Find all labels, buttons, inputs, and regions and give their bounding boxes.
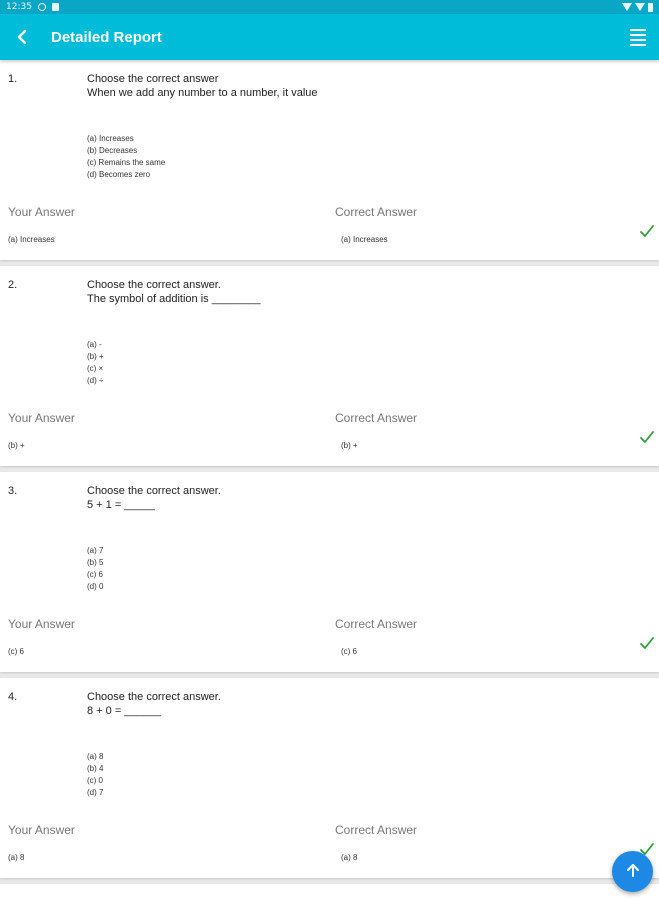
your-answer-value: (a) Increases [8,235,55,244]
scroll-to-top-button[interactable] [612,851,653,892]
your-answer-value: (a) 8 [8,853,25,862]
question-instruction: Choose the correct answer [87,73,219,85]
question-card-partial [0,884,659,900]
battery-icon [648,3,653,12]
question-text: When we add any number to a number, it value [87,87,318,99]
your-answer-value: (c) 6 [8,647,24,656]
menu-icon[interactable] [627,26,649,48]
question-options [87,339,104,387]
option-c: (c) 0 [87,776,103,785]
option-b: (b) 4 [87,764,104,773]
option-d: (d) 7 [87,788,104,797]
arrow-up-icon [625,862,641,882]
back-arrow-icon[interactable] [10,25,34,49]
page-title: Detailed Report [51,28,162,46]
your-answer-value: (b) + [8,441,25,450]
correct-answer-value: (a) 8 [341,853,358,862]
sync-icon [38,3,46,11]
check-icon [639,635,655,651]
question-options [87,545,103,593]
option-c: (c) 6 [87,570,103,579]
question-card [0,60,659,260]
question-card [0,472,659,672]
your-answer-label: Your Answer [8,617,75,631]
option-a: (a) 7 [87,546,104,555]
your-answer-label: Your Answer [8,823,75,837]
sd-card-icon [52,3,59,11]
your-answer-label: Your Answer [8,205,75,219]
status-bar [0,0,659,14]
app-bar [0,14,659,60]
question-list[interactable] [0,60,659,900]
question-options [87,751,103,799]
question-number: 4. [8,691,18,703]
check-icon [639,223,655,239]
correct-answer-label: Correct Answer [335,411,418,425]
option-d: (d) Becomes zero [87,170,151,179]
option-a: (a) 8 [87,752,104,761]
option-b: (b) + [87,352,104,361]
option-b: (b) 5 [87,558,104,567]
option-a: (a) - [87,340,102,349]
question-number: 2. [8,279,18,291]
question-text-block [87,278,261,306]
option-d: (d) 0 [87,582,104,591]
question-options [87,133,165,181]
question-instruction: Choose the correct answer. [87,279,221,291]
question-number: 3. [8,485,18,497]
correct-answer-label: Correct Answer [335,617,418,631]
question-text: The symbol of addition is ________ [87,293,261,305]
option-c: (c) Remains the same [87,158,166,167]
check-icon [639,429,655,445]
status-time: 12:35 [6,2,32,12]
correct-answer-value: (b) + [341,441,358,450]
your-answer-label: Your Answer [8,411,75,425]
option-b: (b) Decreases [87,146,138,155]
question-instruction: Choose the correct answer. [87,691,221,703]
question-text-block [87,690,221,718]
question-instruction: Choose the correct answer. [87,485,221,497]
correct-answer-label: Correct Answer [335,205,418,219]
wifi-icon [622,3,632,11]
question-card [0,678,659,878]
option-c: (c) × [87,364,104,373]
question-text-block [87,72,318,100]
question-text-block [87,484,221,512]
signal-icon [635,3,645,11]
question-text: 5 + 1 = _____ [87,499,155,511]
correct-answer-label: Correct Answer [335,823,418,837]
question-number: 1. [8,73,18,85]
correct-answer-value: (a) Increases [341,235,388,244]
option-d: (d) ÷ [87,376,104,385]
question-card [0,266,659,466]
correct-answer-value: (c) 6 [341,647,357,656]
question-text: 8 + 0 = ______ [87,705,162,717]
option-a: (a) Increases [87,134,134,143]
